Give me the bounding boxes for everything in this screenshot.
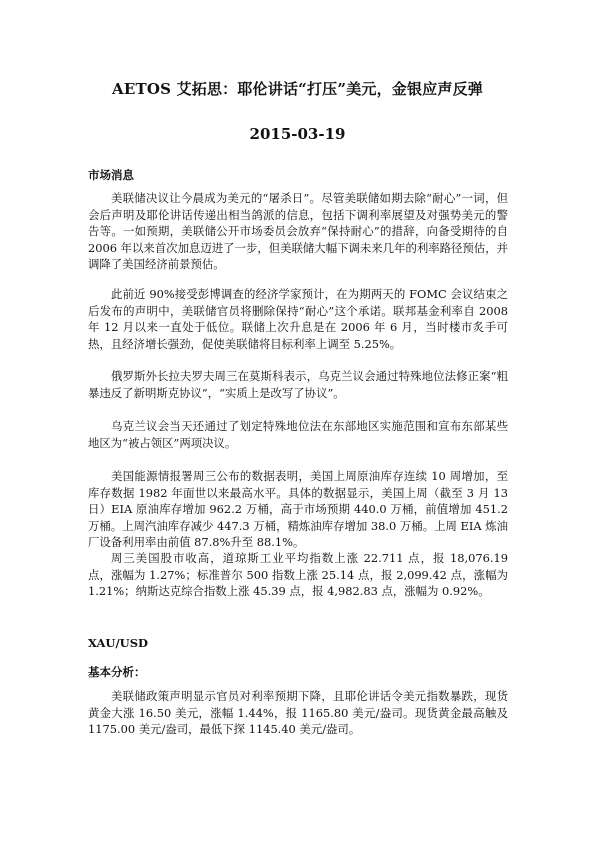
instrument-label: XAU/USD xyxy=(88,636,148,650)
section-heading-fundamental-analysis: 基本分析： xyxy=(88,665,146,679)
document-date: 2015-03-19 xyxy=(249,125,346,143)
document-title: AETOS 艾拓思：耶伦讲话“打压”美元，金银应声反弹 xyxy=(111,80,483,98)
paragraph-fomc-expectation: 此前近 90%接受彭博调查的经济学家预计，在为期两天的 FOMC 会议结束之后发布的声明中，美联储官员将删除保持“耐心”这个承诺。联邦基金利率自 2008 年 12 月以来一直处于低位。联储上次升息是在 2006 年 6 月，当时楼市炙手可热，且经济增长强劲，促使美联储将目标利率上调至 5.25%。 xyxy=(88,287,508,351)
paragraph-us-stocks: 周三美国股市收高，道琼斯工业平均指数上涨 22.711 点，报 18,076.19 点，涨幅为 1.27%；标准普尔 500 指数上涨 25.14 点，报 2,099.42 点，涨幅为 1.21%；纳斯达克综合指数上涨 45.39 点，报 4,982.83 点，涨幅为 0.92%。 xyxy=(88,551,508,598)
section-heading-market-news: 市场消息 xyxy=(88,168,134,182)
paragraph-gold-analysis: 美联储政策声明显示官员对利率预期下降，且耶伦讲话令美元指数暴跌，现货黄金大涨 16.50 美元，涨幅 1.44%，报 1165.80 美元/盎司。现货黄金最高触及 1175.00 美元/盎司，最低下探 1145.40 美元/盎司。 xyxy=(88,689,508,736)
paragraph-fed-decision: 美联储决议让今晨成为美元的“屠杀日”。尽管美联储如期去除“耐心”一词，但会后声明及耶伦讲话传递出相当鸽派的信息，包括下调利率展望及对强势美元的警告等。一如预期，美联储公开市场委员会放弃“保持耐心”的措辞，向备受期待的自 2006 年以来首次加息迈进了一步，但美联储大幅下调未来几年的利率路径预估，并调降了美国经济前景预估。 xyxy=(88,191,508,271)
paragraph-russia-ukraine: 俄罗斯外长拉夫罗夫周三在莫斯科表示，乌克兰议会通过特殊地位法修正案“粗暴违反了新明斯克协议”，“实质上是改写了协议”。 xyxy=(88,369,508,400)
paragraph-eia-inventory: 美国能源情报署周三公布的数据表明，美国上周原油库存连续 10 周增加，至库存数据 1982 年面世以来最高水平。具体的数据显示，美国上周（截至 3 月 13 日）EIA 原油库存增加 962.2 万桶，高于市场预期 440.0 万桶，前值增加 451.2 万桶。上周汽油库存减少 447.3 万桶，精炼油库存增加 38.0 万桶。上周 EIA 炼油厂设备利用率由前值 87.8%升至 88.1%。 xyxy=(88,469,508,549)
paragraph-ukraine-parliament: 乌克兰议会当天还通过了划定特殊地位法在东部地区实施范围和宣布东部某些地区为“被占领区”两项决议。 xyxy=(88,419,508,450)
